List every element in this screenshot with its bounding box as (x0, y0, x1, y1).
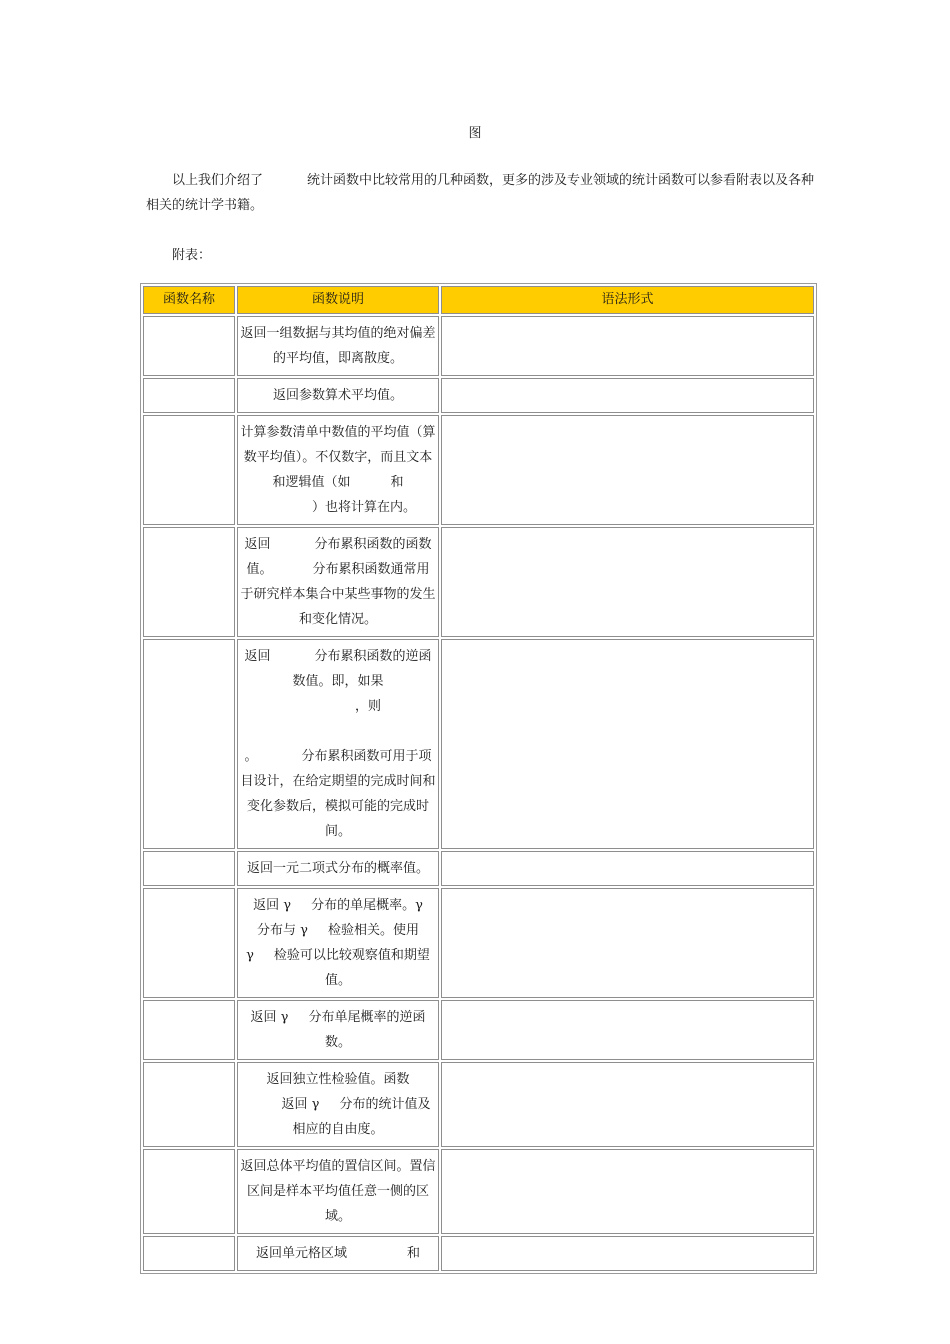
cell-desc (237, 639, 439, 849)
cell-syntax (441, 888, 814, 998)
table-row (143, 1236, 814, 1271)
cell-desc (237, 1000, 439, 1060)
cell-syntax (441, 415, 814, 525)
desc-part: 检验可以比较观察值和期望值。 (273, 948, 430, 988)
figure-caption: 图 (468, 126, 482, 141)
gamma-symbol: γ (246, 948, 254, 963)
header-syntax: 语法形式 (441, 286, 814, 314)
cell-desc (237, 888, 439, 998)
desc-part: 返回 (244, 537, 271, 552)
cell-desc (237, 527, 439, 637)
cell-desc (237, 1236, 439, 1271)
table-row (143, 888, 814, 998)
desc-part: 和 (390, 475, 404, 490)
desc-part: 分布单尾概率的逆函数。 (308, 1010, 426, 1050)
intro-text-2: 统计函数中比较常用的几种函数，更多的涉及专业领域的统计函数可以参看附表以及各种相关的统计学书籍。 (146, 173, 815, 213)
desc-part: 返回 (244, 649, 271, 664)
cell-name (143, 1149, 235, 1234)
table-row (143, 415, 814, 525)
desc-part: 。 (244, 749, 258, 764)
cell-desc: 返回参数算术平均值。 (237, 378, 439, 413)
desc-part: 检验相关。使用 (327, 923, 419, 938)
appendix-label: 附表： (172, 248, 212, 263)
cell-syntax (441, 1062, 814, 1147)
desc-part: 分布累积函数的逆函数值。即，如果 (292, 649, 432, 689)
cell-desc: 返回一元二项式分布的概率值。 (237, 851, 439, 886)
desc-part: 分布累积函数可用于项目设计，在给定期望的完成时间和变化参数后，模拟可能的完成时间。 (240, 749, 436, 839)
desc-part: 返回 (281, 1097, 308, 1112)
cell-syntax (441, 316, 814, 376)
table-row (143, 316, 814, 376)
desc-part: 和 (407, 1246, 421, 1261)
gamma-symbol: γ (311, 1097, 320, 1112)
cell-name (143, 851, 235, 886)
cell-syntax (441, 1149, 814, 1234)
cell-desc (237, 415, 439, 525)
desc-part: 返回 (253, 898, 280, 913)
table-row (143, 378, 814, 413)
gamma-symbol: γ (283, 898, 292, 913)
cell-name (143, 527, 235, 637)
desc-part: 分布的统计值及相应的自由度。 (292, 1097, 431, 1137)
table-row (143, 639, 814, 849)
table-row (143, 1000, 814, 1060)
intro-text-1: 以上我们介绍了 (172, 173, 264, 188)
cell-syntax (441, 1236, 814, 1271)
cell-desc: 返回总体平均值的置信区间。置信区间是样本平均值任意一侧的区域。 (237, 1149, 439, 1234)
gamma-symbol: γ (415, 898, 423, 913)
desc-part: 分布与 (257, 923, 297, 938)
desc-part: 分布累积函数通常用于研究样本集合中某些事物的发生和变化情况。 (240, 562, 436, 627)
desc-part: 计算参数清单中数值的平均值（算数平均值）。不仅数字，而且文本和逻辑值（如 (240, 425, 436, 490)
table-row (143, 851, 814, 886)
cell-syntax (441, 851, 814, 886)
cell-name (143, 1062, 235, 1147)
gamma-symbol: γ (280, 1010, 289, 1025)
cell-name (143, 415, 235, 525)
cell-name (143, 316, 235, 376)
function-table (140, 283, 817, 1274)
desc-part: ，则 (354, 699, 381, 714)
cell-syntax (441, 527, 814, 637)
cell-name (143, 378, 235, 413)
desc-part: 返回独立性检验值。函数 (266, 1072, 410, 1087)
cell-name (143, 1236, 235, 1271)
header-function-name: 函数名称 (143, 286, 235, 314)
desc-part: 分布的单尾概率。 (311, 898, 416, 913)
table-row (143, 1062, 814, 1147)
cell-name (143, 639, 235, 849)
desc-part: 返回 (250, 1010, 277, 1025)
header-function-description: 函数说明 (237, 286, 439, 314)
cell-name (143, 1000, 235, 1060)
gamma-symbol: γ (300, 923, 308, 938)
desc-part: ）也将计算在内。 (311, 500, 416, 515)
table-header-row (143, 286, 814, 314)
cell-syntax (441, 1000, 814, 1060)
cell-name (143, 888, 235, 998)
table-row (143, 1149, 814, 1234)
cell-desc (237, 1062, 439, 1147)
cell-desc: 返回一组数据与其均值的绝对偏差的平均值，即离散度。 (237, 316, 439, 376)
table-row (143, 527, 814, 637)
desc-part: 分布累积函数的函数值。 (246, 537, 432, 577)
cell-syntax (441, 378, 814, 413)
desc-part: 返回单元格区域 (255, 1246, 347, 1261)
cell-syntax (441, 639, 814, 849)
intro-paragraph (146, 168, 816, 218)
